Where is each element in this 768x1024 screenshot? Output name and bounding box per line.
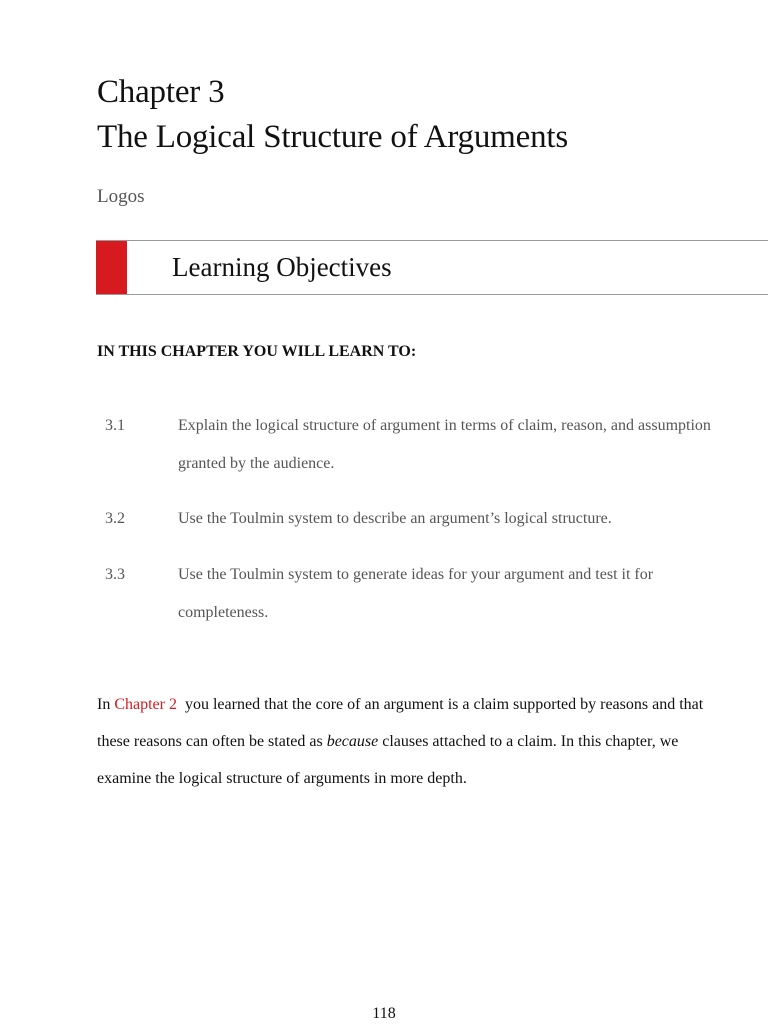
page-number: 118 [372, 1005, 396, 1022]
intro-line1-text: you learned that the core of an argument is a claim supported by reasons and that [176, 696, 704, 713]
intro-line: examine the logical structure of arguments in more depth. [97, 770, 467, 787]
intro-line2-text: these reasons can often be stated as [97, 733, 327, 750]
chapter-heading [97, 70, 568, 160]
objective-text-line: granted by the audience. [178, 455, 335, 472]
objective-item [105, 407, 768, 483]
objective-number: 3.2 [105, 510, 125, 527]
chapter-2-link[interactable]: Chapter 2 [114, 696, 177, 713]
red-accent-bar [96, 241, 127, 294]
intro-line [97, 686, 768, 723]
because-emphasis: because [326, 733, 379, 750]
objective-item [105, 556, 768, 632]
objective-number: 3.3 [105, 566, 125, 583]
objective-text-line: completeness. [178, 604, 269, 621]
chapter-subtitle: Logos [97, 186, 145, 207]
learning-objectives-title: Learning Objectives [172, 252, 392, 282]
chapter-number: Chapter 3 [97, 74, 225, 110]
intro-paragraph [97, 686, 768, 797]
intro-line [97, 723, 768, 760]
learn-to-heading: IN THIS CHAPTER YOU WILL LEARN TO: [97, 343, 417, 360]
chapter-title: The Logical Structure of Arguments [97, 119, 568, 155]
intro-line2-end: clauses attached to a claim. In this chapter, we [378, 733, 679, 750]
objective-text-line: Use the Toulmin system to generate ideas for your argument and test it for [178, 566, 654, 583]
objective-text-line: Use the Toulmin system to describe an argument’s logical structure. [178, 510, 612, 527]
objective-item [105, 500, 768, 538]
intro-prefix: In [97, 696, 115, 713]
objective-number: 3.1 [105, 417, 125, 434]
learning-objectives-banner [96, 240, 768, 295]
objective-text-line: Explain the logical structure of argument in terms of claim, reason, and assumption [178, 417, 711, 434]
